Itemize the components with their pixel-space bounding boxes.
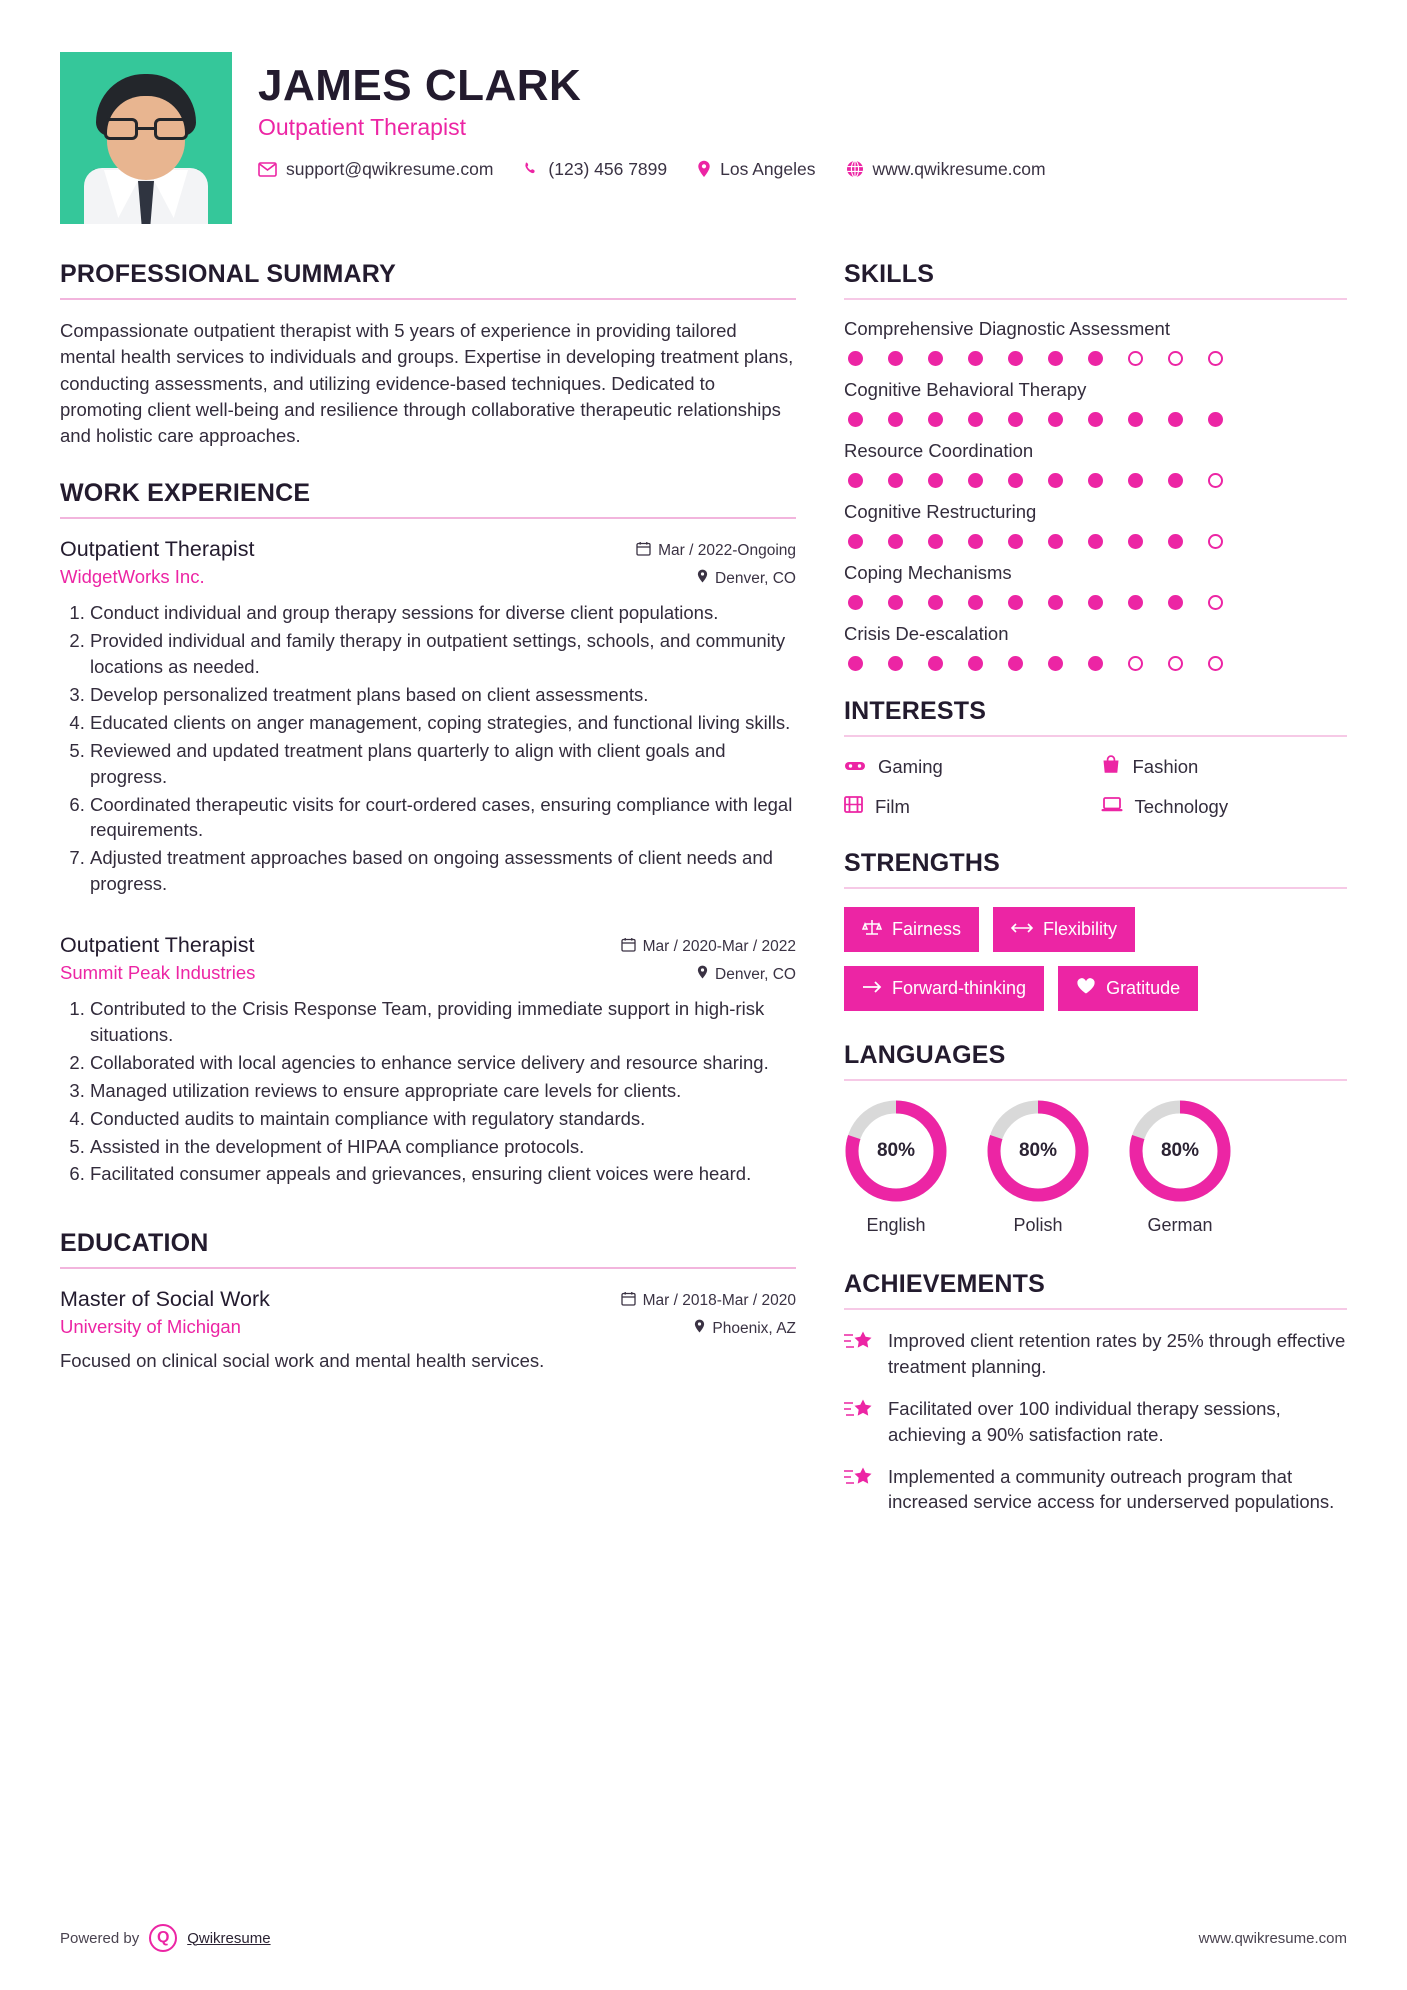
education-location [694, 1319, 796, 1338]
strength-label: Fairness [892, 919, 962, 939]
divider [844, 887, 1347, 889]
language-progress-ring [1128, 1099, 1232, 1203]
interest-list [844, 755, 1347, 819]
education-item [60, 1287, 796, 1372]
skill-rating [848, 412, 1347, 427]
arrow-right-icon [862, 978, 882, 999]
calendar-icon [636, 541, 651, 561]
job-role-subtitle: Outpatient Therapist [258, 113, 466, 140]
achievement-text: Implemented a community outreach program that increased service access for underserved populations. [888, 1465, 1335, 1513]
qwikresume-logo-icon: Q [149, 1924, 177, 1952]
skill-label: Coping Mechanisms [844, 562, 1012, 583]
language-item [844, 1099, 948, 1236]
gamepad-icon [844, 756, 866, 778]
skill-rating [848, 595, 1347, 610]
strength-chip-fairness [844, 907, 979, 952]
location-pin-icon [697, 160, 711, 178]
section-title-achievements: ACHIEVEMENTS [844, 1270, 1046, 1298]
language-label: Polish [1013, 1215, 1063, 1235]
divider [844, 298, 1347, 300]
star-badge-icon [844, 1464, 874, 1516]
skill-rating [848, 351, 1347, 366]
list-item: 5. Assisted in the development of HIPAA compliance protocols. [90, 1134, 796, 1160]
divider [60, 517, 796, 519]
list-item: 3. Managed utilization reviews to ensure appropriate care levels for clients. [90, 1078, 796, 1104]
heart-icon [1076, 977, 1096, 1000]
job-title: Outpatient Therapist [60, 933, 255, 958]
job-company: WidgetWorks Inc. [60, 566, 205, 588]
sidebar-column [844, 260, 1347, 1531]
interest-item [844, 795, 1091, 819]
section-title-strengths: STRENGTHS [844, 849, 1000, 877]
avatar [60, 52, 232, 224]
resume-header [60, 52, 1347, 224]
language-label: English [866, 1215, 926, 1235]
skill-item [844, 623, 1347, 671]
skill-label: Cognitive Behavioral Therapy [844, 379, 1087, 400]
list-item: 1. Conduct individual and group therapy sessions for diverse client populations. [90, 600, 796, 626]
page-footer [60, 1924, 1347, 1952]
interest-label: Gaming [878, 756, 943, 777]
language-progress-ring [844, 1099, 948, 1203]
education-dates [621, 1291, 796, 1311]
language-item [986, 1099, 1090, 1236]
language-percent: 80% [876, 1140, 916, 1161]
divider [844, 735, 1347, 737]
job-location [697, 965, 796, 984]
job-location-text: Denver, CO [715, 569, 796, 587]
star-badge-icon [844, 1396, 874, 1448]
experience-item [60, 537, 796, 897]
mail-icon [258, 162, 277, 177]
job-bullets [60, 600, 796, 897]
section-title-education: EDUCATION [60, 1229, 209, 1258]
skill-item [844, 440, 1347, 488]
skill-label: Comprehensive Diagnostic Assessment [844, 318, 1170, 339]
arrows-horizontal-icon [1011, 919, 1033, 940]
achievement-text: Improved client retention rates by 25% through effective treatment planning. [888, 1330, 1346, 1377]
strength-chip-gratitude [1058, 966, 1198, 1011]
achievement-item [844, 1396, 1347, 1448]
language-percent: 80% [1160, 1140, 1200, 1161]
job-dates-text: Mar / 2022-Ongoing [658, 542, 796, 560]
job-bullets [60, 996, 796, 1187]
achievement-item [844, 1464, 1347, 1516]
strength-list [844, 907, 1347, 1011]
calendar-icon [621, 937, 636, 957]
section-title-languages: LANGUAGES [844, 1041, 1006, 1069]
experience-item [60, 933, 796, 1187]
language-percent: 80% [1018, 1140, 1058, 1161]
list-item: 2. Collaborated with local agencies to enhance service delivery and resource sharing. [90, 1050, 796, 1076]
language-label: German [1147, 1215, 1213, 1235]
powered-by-label: Powered by [60, 1929, 140, 1947]
skill-item [844, 501, 1347, 549]
calendar-icon [621, 1291, 636, 1311]
strength-label: Flexibility [1043, 919, 1118, 939]
education-degree: Master of Social Work [60, 1287, 270, 1312]
footer-website[interactable]: www.qwikresume.com [1198, 1929, 1347, 1947]
list-item: 1. Contributed to the Crisis Response Team, providing immediate support in high-risk situations. [90, 996, 796, 1048]
achievement-text: Facilitated over 100 individual therapy sessions, achieving a 90% satisfaction rate. [888, 1397, 1281, 1445]
job-location-text: Denver, CO [715, 965, 796, 983]
bag-icon [1101, 755, 1121, 779]
education-description: Focused on clinical social work and mental health services. [60, 1350, 545, 1372]
contact-phone-text: (123) 456 7899 [548, 158, 668, 179]
list-item: 4. Conducted audits to maintain compliance with regulatory standards. [90, 1106, 796, 1132]
language-progress-ring [986, 1099, 1090, 1203]
contact-email[interactable] [258, 159, 493, 180]
skill-item [844, 562, 1347, 610]
film-icon [844, 795, 863, 819]
laptop-icon [1101, 796, 1123, 818]
job-title: Outpatient Therapist [60, 537, 255, 562]
contact-list [258, 159, 1076, 180]
language-item [1128, 1099, 1232, 1236]
job-location [697, 569, 796, 588]
scales-icon [862, 918, 882, 941]
contact-website[interactable] [846, 159, 1046, 180]
strength-chip-forward-thinking [844, 966, 1044, 1011]
skill-rating [848, 473, 1347, 488]
divider [60, 298, 796, 300]
divider [844, 1308, 1347, 1310]
education-location-text: Phoenix, AZ [712, 1319, 796, 1337]
skill-rating [848, 656, 1347, 671]
globe-icon [846, 160, 864, 178]
qwikresume-brand-link[interactable]: Qwikresume [187, 1929, 271, 1947]
strength-label: Gratitude [1106, 978, 1181, 998]
list-item: 2. Provided individual and family therapy in outpatient settings, schools, and community locations as needed. [90, 628, 796, 680]
contact-website-text: www.qwikresume.com [872, 158, 1046, 179]
section-title-summary: PROFESSIONAL SUMMARY [60, 260, 396, 288]
powered-by [60, 1924, 271, 1952]
location-pin-icon [697, 569, 708, 588]
main-column [60, 260, 796, 1531]
job-dates [636, 541, 796, 561]
section-title-skills: SKILLS [844, 260, 935, 288]
interest-label: Technology [1134, 796, 1229, 817]
strength-label: Forward-thinking [892, 978, 1027, 998]
list-item: 6. Facilitated consumer appeals and grievances, ensuring client voices were heard. [90, 1161, 796, 1187]
contact-phone[interactable] [523, 159, 667, 180]
interest-item [844, 755, 1091, 779]
achievement-item [844, 1328, 1347, 1380]
language-list [844, 1099, 1347, 1236]
job-dates [621, 937, 796, 957]
divider [60, 1267, 796, 1269]
divider [844, 1079, 1347, 1081]
education-dates-text: Mar / 2018-Mar / 2020 [642, 1292, 796, 1310]
skill-label: Cognitive Restructuring [844, 501, 1037, 522]
phone-icon [523, 161, 539, 177]
section-title-interests: INTERESTS [844, 697, 987, 725]
interest-label: Fashion [1132, 756, 1199, 777]
skill-label: Crisis De-escalation [844, 623, 1009, 644]
contact-location-text: Los Angeles [720, 158, 816, 179]
list-item: 4. Educated clients on anger management, coping strategies, and functional living skills. [90, 710, 796, 736]
list-item: 6. Coordinated therapeutic visits for court-ordered cases, ensuring compliance with legal requirements. [90, 792, 796, 844]
strength-chip-flexibility [993, 907, 1135, 952]
list-item: 3. Develop personalized treatment plans based on client assessments. [90, 682, 796, 708]
job-company: Summit Peak Industries [60, 962, 256, 984]
education-school: University of Michigan [60, 1316, 241, 1338]
summary-text: Compassionate outpatient therapist with 5 years of experience in providing tailored mental health services to individuals and groups. Expertise in developing treatment plans, conducting assessments, and utilizing evidence-based techniques. Dedicated to promoting client well-being and resilience through collaborative therapeutic relationships and holistic care approaches. [60, 320, 794, 447]
interest-item [1101, 795, 1348, 819]
location-pin-icon [694, 1319, 705, 1338]
skill-item [844, 379, 1347, 427]
page-title: JAMES CLARK [258, 61, 582, 110]
list-item: 7. Adjusted treatment approaches based on ongoing assessments of client needs and progress. [90, 845, 796, 897]
job-dates-text: Mar / 2020-Mar / 2022 [642, 938, 796, 956]
star-badge-icon [844, 1328, 874, 1380]
section-title-experience: WORK EXPERIENCE [60, 479, 311, 508]
location-pin-icon [697, 965, 708, 984]
skill-item [844, 318, 1347, 366]
interest-label: Film [875, 796, 910, 817]
list-item: 5. Reviewed and updated treatment plans quarterly to align with client goals and progress. [90, 738, 796, 790]
contact-email-text: support@qwikresume.com [286, 158, 494, 179]
interest-item [1101, 755, 1348, 779]
contact-location[interactable] [697, 159, 815, 180]
skill-label: Resource Coordination [844, 440, 1034, 461]
skill-rating [848, 534, 1347, 549]
